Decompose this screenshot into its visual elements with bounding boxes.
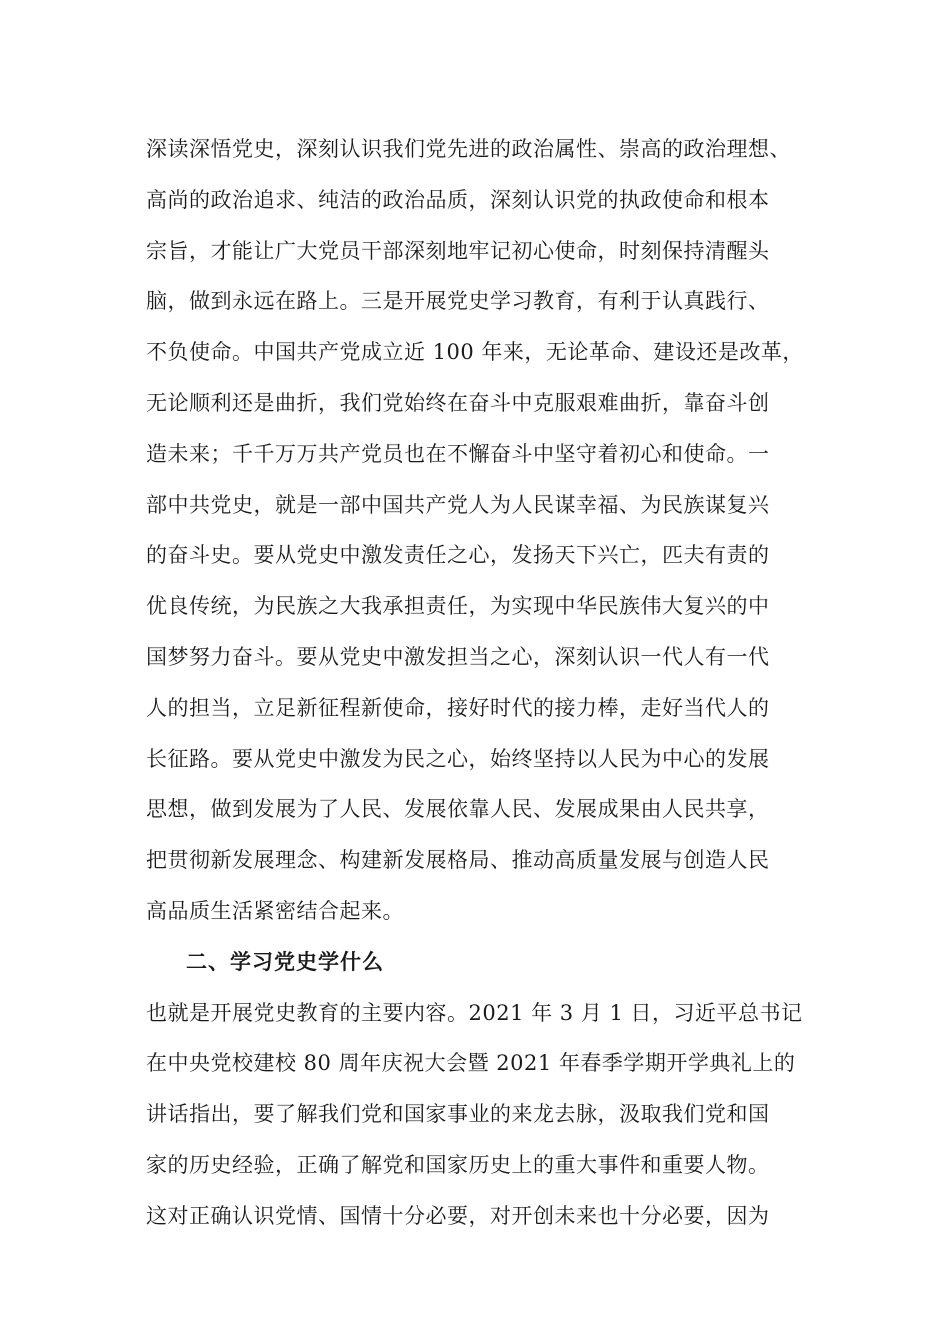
- paragraph-1-line: 的奋斗史。要从党史中激发责任之心，发扬天下兴亡，匹夫有责的: [146, 543, 770, 568]
- paragraph-1-line: 国梦努力奋斗。要从党史中激发担当之心，深刻认识一代人有一代: [146, 644, 770, 669]
- paragraph-2-line: 家的历史经验，正确了解党和国家历史上的重大事件和重要人物。: [146, 1152, 770, 1177]
- paragraph-2-line: 在中央党校建校 80 周年庆祝大会暨 2021 年春季学期开学典礼上的: [146, 1051, 796, 1076]
- paragraph-1-line: 部中共党史，就是一部中国共产党人为人民谋幸福、为民族谋复兴: [146, 492, 770, 517]
- paragraph-1-line: 高尚的政治追求、纯洁的政治品质，深刻认识党的执政使命和根本: [146, 187, 770, 212]
- paragraph-1-line: 把贯彻新发展理念、构建新发展格局、推动高质量发展与创造人民: [146, 848, 770, 873]
- paragraph-2-line: 这对正确认识党情、国情十分必要，对开创未来也十分必要，因为: [146, 1203, 770, 1228]
- paragraph-1-line: 造未来；千千万万共产党员也在不懈奋斗中坚守着初心和使命。一: [146, 441, 770, 466]
- paragraph-1-line: 思想，做到发展为了人民、发展依靠人民、发展成果由人民共享，: [146, 797, 770, 822]
- paragraph-1-line: 人的担当，立足新征程新使命，接好时代的接力棒，走好当代人的: [146, 695, 770, 720]
- paragraph-2-line: 讲话指出，要了解我们党和国家事业的来龙去脉，汲取我们党和国: [146, 1102, 770, 1127]
- document-body: [146, 124, 806, 1242]
- paragraph-1-line: 深读深悟党史，深刻认识我们党先进的政治属性、崇高的政治理想、: [146, 137, 791, 161]
- paragraph-1-line: 无论顺利还是曲折，我们党始终在奋斗中克服艰难曲折，靠奋斗创: [146, 390, 770, 415]
- paragraph-1-line: 高品质生活紧密结合起来。: [146, 898, 404, 923]
- paragraph-1-line: 长征路。要从党史中激发为民之心，始终坚持以人民为中心的发展: [146, 746, 770, 771]
- paragraph-1-line: 优良传统，为民族之大我承担责任，为实现中华民族伟大复兴的中: [146, 594, 770, 619]
- paragraph-2-line: 也就是开展党史教育的主要内容。2021 年 3 月 1 日，习近平总书记: [146, 1000, 803, 1025]
- paragraph-1-line: 宗旨，才能让广大党员干部深刻地牢记初心使命，时刻保持清醒头: [146, 238, 770, 263]
- section-heading: 二、学习党史学什么: [186, 949, 384, 974]
- paragraph-1-line: 脑，做到永远在路上。三是开展党史学习教育，有利于认真践行、: [146, 289, 770, 314]
- paragraph-1-line: 不负使命。中国共产党成立近 100 年来，无论革命、建设还是改革，: [146, 340, 804, 365]
